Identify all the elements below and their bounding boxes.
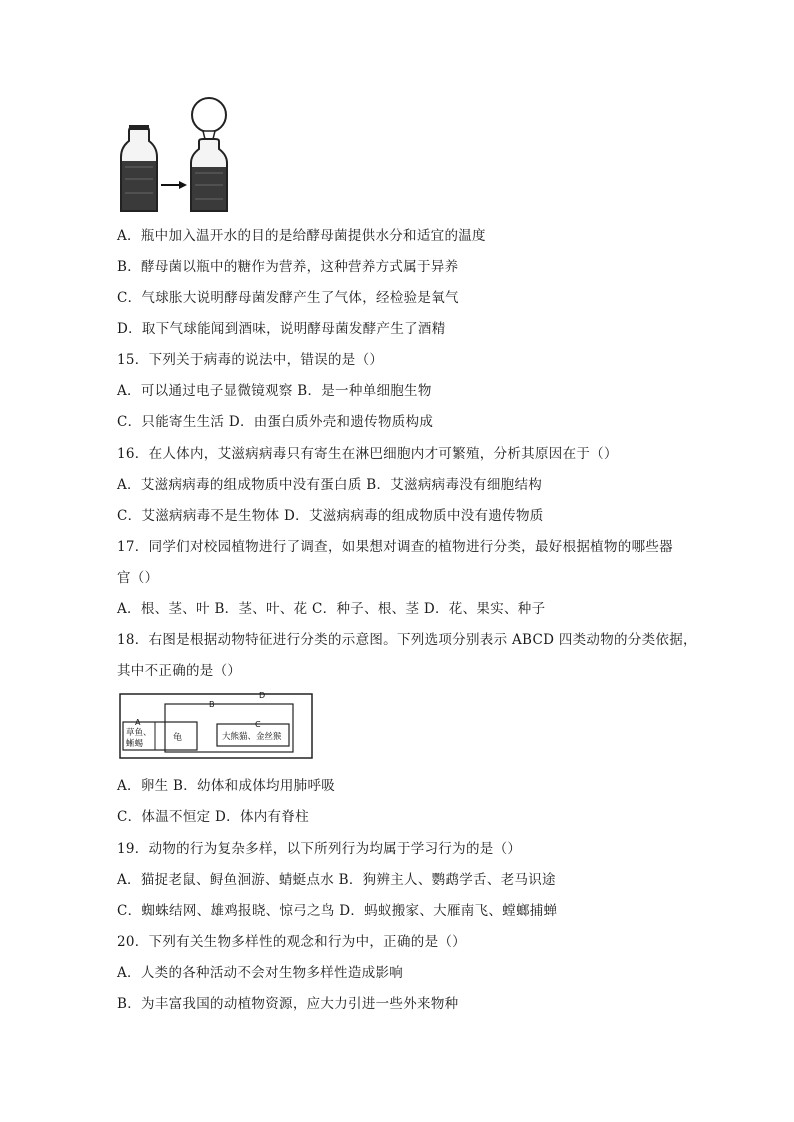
q17-options: A．根、茎、叶 B．茎、叶、花 C．种子、根、茎 D．花、果实、种子 [117,601,546,617]
animals-c: 大熊猫、金丝猴 [222,732,282,742]
q20-option-a: A．人类的各种活动不会对生物多样性造成影响 [117,965,404,981]
q18-options-ab: A．卵生 B．幼体和成体均用肺呼吸 [117,778,336,794]
q19-options-ab: A．猫捉老鼠、鲟鱼洄游、蜻蜓点水 B．狗辨主人、鹦鹉学舌、老马识途 [117,872,556,888]
balloon [192,98,226,139]
label-d: D [259,691,266,700]
q19-options-cd: C．蜘蛛结网、雄鸡报晓、惊弓之鸟 D．蚂蚁搬家、大雁南飞、螳螂捕蝉 [117,903,558,919]
q19-stem: 19．动物的行为复杂多样，以下所列行为均属于学习行为的是（） [117,841,522,857]
bottle-left [121,125,157,211]
q17-stem-line2: 官（） [117,570,159,586]
animals-a-line1: 草鱼、 [126,728,152,738]
bottle-right [191,139,227,211]
q18-stem-line1: 18．右图是根据动物特征进行分类的示意图。下列选项分别表示 ABCD 四类动物的分类依据， [117,632,697,648]
q17-stem-line1: 17．同学们对校园植物进行了调查，如果想对调查的植物进行分类，最好根据植物的哪些器 [117,539,673,555]
q14-option-b: B．酵母菌以瓶中的糖作为营养，这种营养方式属于异养 [117,259,459,275]
animal-b: 龟 [173,733,183,743]
label-b: B [209,700,215,709]
arrow-icon [161,181,187,189]
q15-stem: 15．下列关于病毒的说法中，错误的是（） [117,352,384,368]
q14-option-a: A．瓶中加入温开水的目的是给酵母菌提供水分和适宜的温度 [117,228,486,244]
q15-options-ab: A．可以通过电子显微镜观察 B．是一种单细胞生物 [117,383,432,399]
animal-classification-diagram [119,688,315,760]
q18-stem-line2: 其中不正确的是（） [117,663,242,679]
label-c: C [255,720,261,729]
q20-stem: 20．下列有关生物多样性的观念和行为中，正确的是（） [117,934,466,950]
q20-option-b: B．为丰富我国的动植物资源，应大力引进一些外来物种 [117,996,459,1012]
q16-options-cd: C．艾滋病病毒不是生物体 D．艾滋病病毒的组成物质中没有遗传物质 [117,508,544,524]
box-b [165,704,293,752]
q14-option-d: D．取下气球能闻到酒味，说明酵母菌发酵产生了酒精 [117,321,446,337]
q18-options-cd: C．体温不恒定 D．体内有脊柱 [117,809,309,825]
q15-options-cd: C．只能寄生生活 D．由蛋白质外壳和遗传物质构成 [117,414,434,430]
q16-stem: 16．在人体内，艾滋病病毒只有寄生在淋巴细胞内才可繁殖，分析其原因在于（） [117,446,618,462]
label-a: A [135,718,141,727]
q16-options-ab: A．艾滋病病毒的组成物质中没有蛋白质 B．艾滋病病毒没有细胞结构 [117,477,543,493]
q14-option-c: C．气球胀大说明酵母菌发酵产生了气体，经检验是氧气 [117,290,459,306]
animals-a-line2: 蜥蜴 [126,739,144,749]
yeast-fermentation-figure [117,95,237,215]
